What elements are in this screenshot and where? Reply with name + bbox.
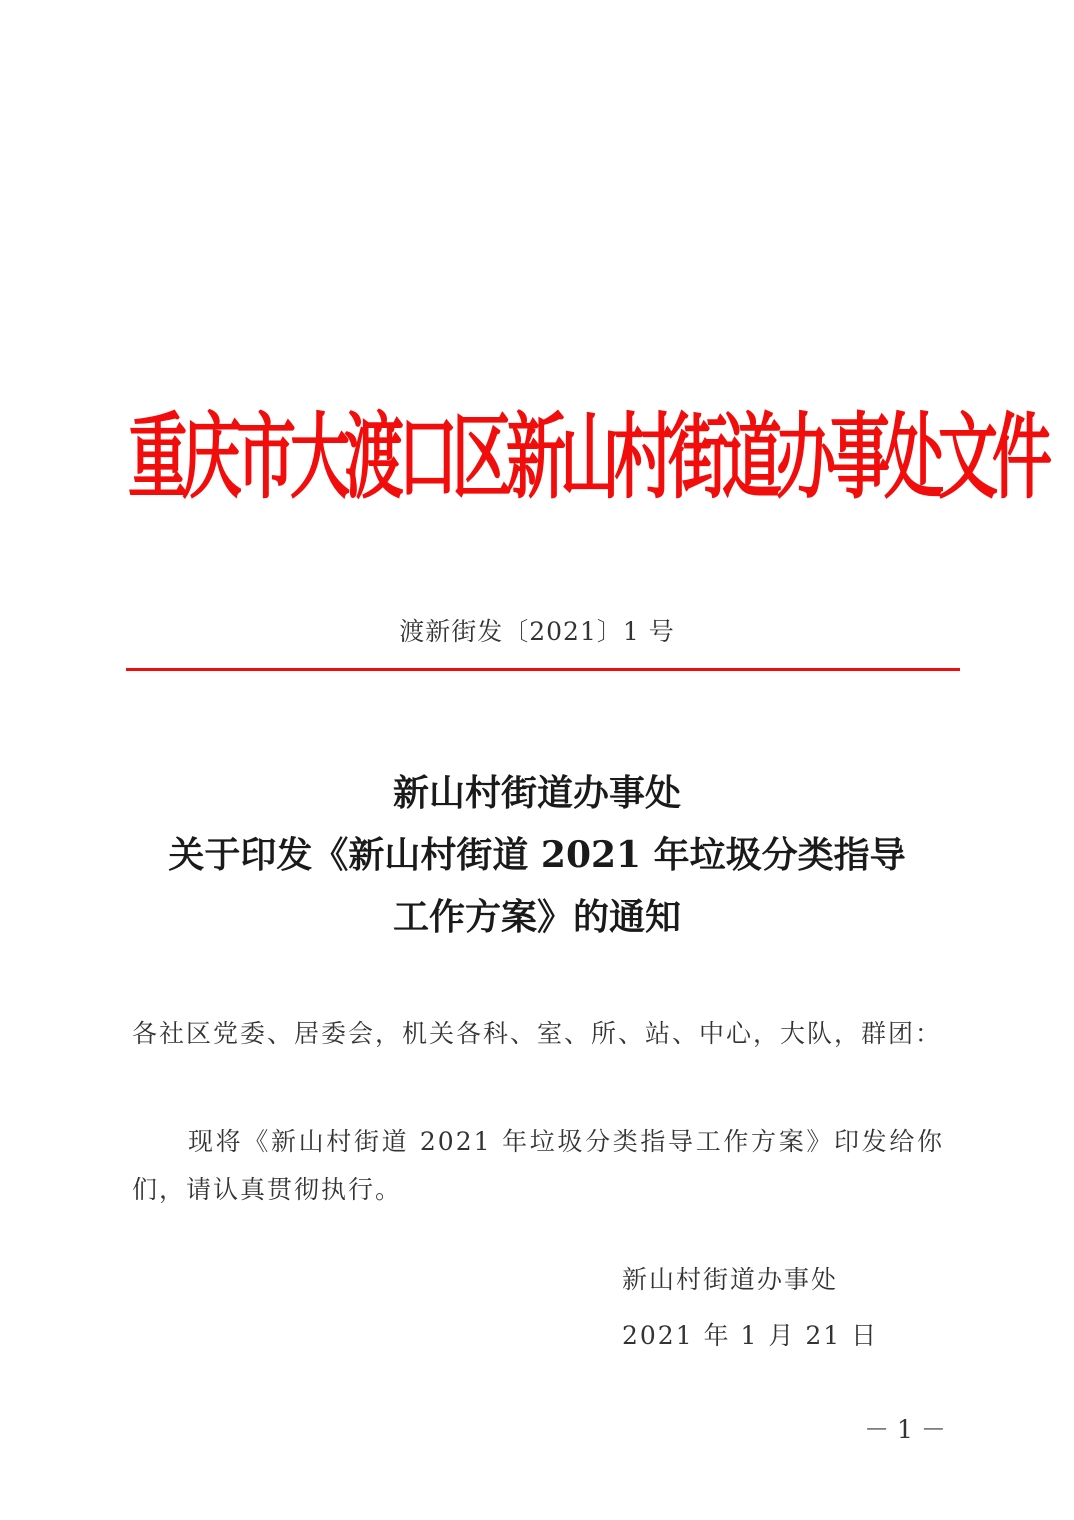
notice-title [100, 762, 974, 948]
notice-title-line-3: 工作方案》的通知 [392, 896, 681, 938]
notice-title-line-1: 新山村街道办事处 [392, 772, 681, 814]
issue-date: 2021 年 1 月 21 日 [622, 1321, 879, 1350]
addressee-line: 各社区党委、居委会，机关各科、室、所、站、中心，大队，群团： [132, 1019, 943, 1048]
signature-block [622, 1252, 878, 1364]
issuer-name: 新山村街道办事处 [622, 1265, 839, 1294]
red-separator-rule [126, 668, 960, 671]
body-paragraph: 现将《新山村街道 2021 年垃圾分类指导工作方案》印发给你们，请认真贯彻执行。 [132, 1127, 944, 1204]
document-number: 渡新街发〔2021〕1 号 [399, 617, 675, 646]
page-number: － 1 － [864, 1415, 946, 1444]
red-masthead-title: 重庆市大渡口区新山村街道办事处文件 [128, 404, 1046, 513]
notice-title-line-2: 关于印发《新山村街道 2021 年垃圾分类指导 [168, 834, 906, 876]
